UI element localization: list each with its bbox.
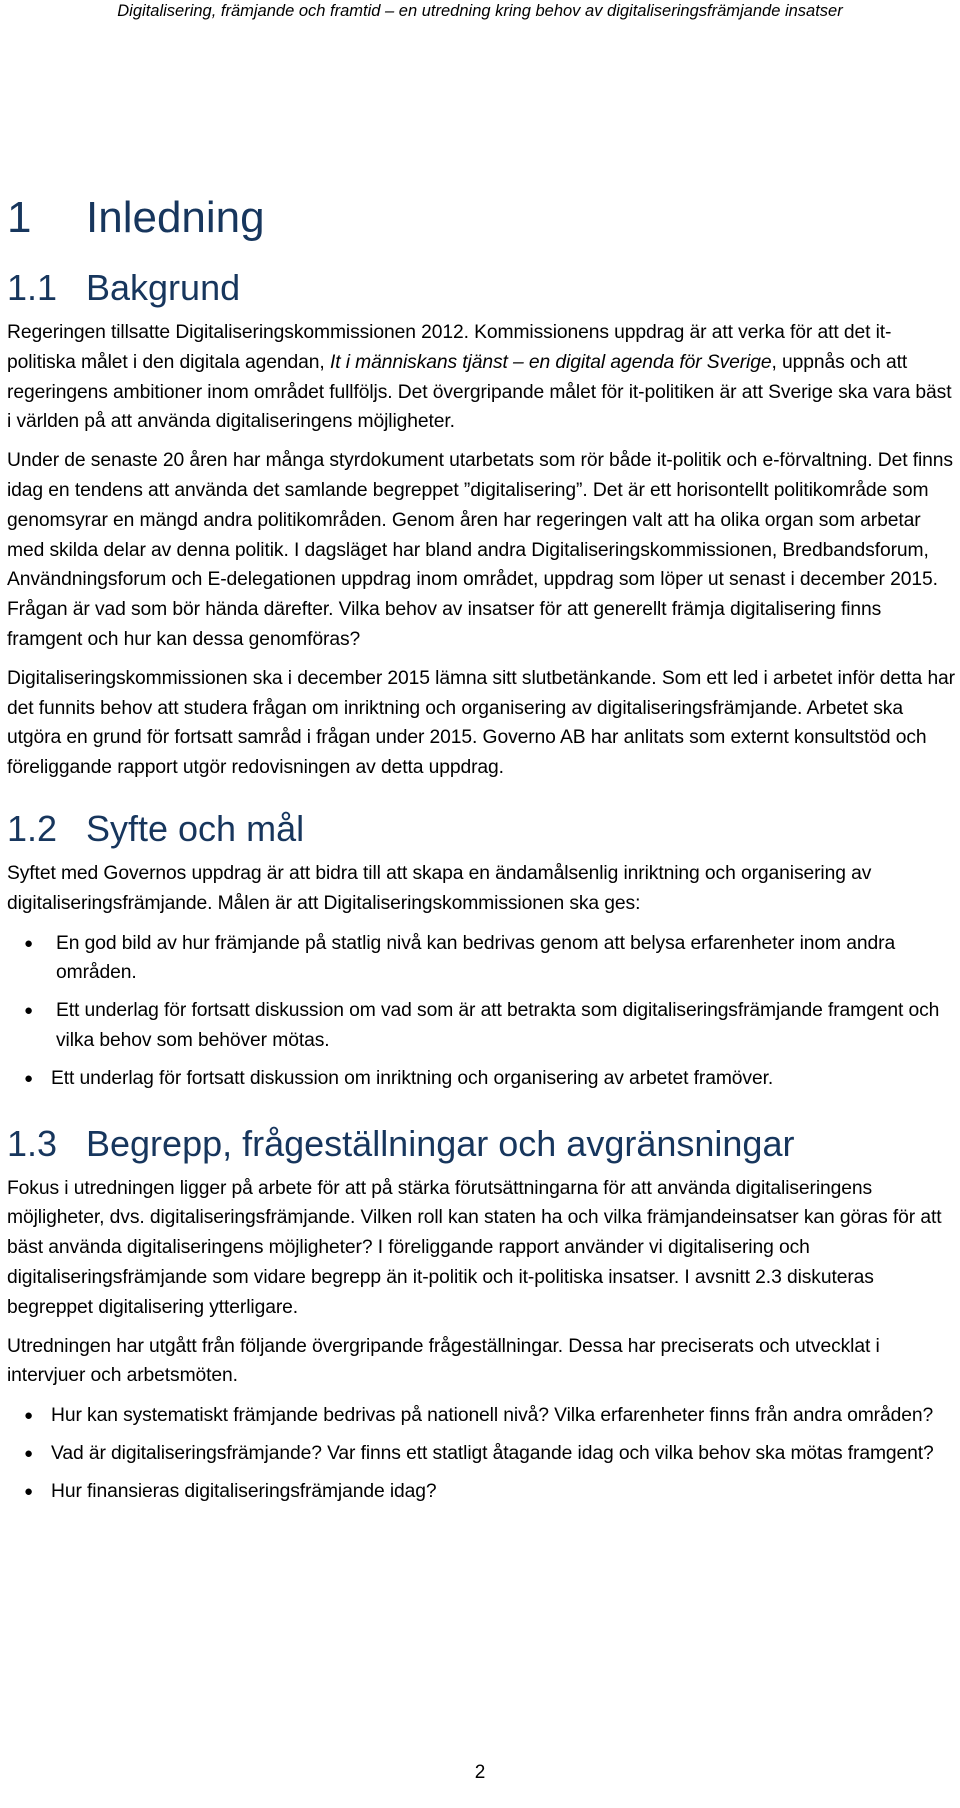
list-item-text: En god bild av hur främjande på statlig nivå kan bedrivas genom att belysa erfarenheter inom andra områden.	[56, 932, 896, 984]
list-item-text: Hur kan systematiskt främjande bedrivas på nationell nivå? Vilka erfarenheter finns från andra områden?	[51, 1405, 934, 1427]
section-number: 1.2	[7, 807, 58, 849]
paragraph: Under de senaste 20 åren har många styrdokument utarbetats som rör både it-politik och e-förvaltning. Det finns idag en tendens att använda det samlande begreppet ”digitalisering”. Det är ett horisontellt politikområde som genomsyrar en mängd andra politikområden. Genom åren har regeringen valt att ha olika organ som arbetar med skilda delar av denna politik. I dagsläget har bland andra Digitaliseringskommissionen, Bredbandsforum, Användningsforum och E-delegationen uppdrag inom området, uppdrag som löper ut senast i december 2015. Frågan är vad som bör hända därefter. Vilka behov av insatser för att generellt främja digitalisering finns framgent och hur kan dessa genomföras?	[7, 450, 953, 650]
running-header: Digitalisering, främjande och framtid – en utredning kring behov av digitaliseringsfrämjande insatser	[117, 2, 843, 20]
list-item-text: Hur finansieras digitaliseringsfrämjande idag?	[51, 1480, 437, 1502]
section-number: 1.3	[7, 1122, 58, 1164]
chapter-title: Inledning	[86, 193, 265, 242]
list-item-text: Ett underlag för fortsatt diskussion om vad som är att betrakta som digitaliseringsfrämjande framgent och vilka behov som behöver mötas.	[56, 1000, 940, 1051]
chapter-heading	[7, 188, 955, 248]
bullet-icon: ●	[24, 1002, 33, 1020]
page-content	[7, 188, 955, 1507]
agenda-title-italic: It i människans tjänst – en digital agenda för Sverige	[329, 351, 772, 373]
chapter-number: 1	[7, 193, 32, 242]
list-item	[7, 1401, 955, 1431]
bullet-icon: ●	[24, 1482, 33, 1500]
section-heading-1-3	[7, 1122, 955, 1166]
section-heading-1-2	[7, 807, 955, 851]
text-run: Regeringen tillsatte Digitaliseringskommissionen 2012. Kommissionens uppdrag är att verka för att det it-politiska målet i den digitala agendan,	[7, 322, 892, 373]
list-item-text: Vad är digitaliseringsfrämjande? Var finns ett statligt åtagande idag och vilka behov ska mötas framgent?	[51, 1442, 934, 1464]
list-item	[7, 929, 955, 989]
paragraph	[7, 318, 955, 437]
text-run: , uppnås och att regeringens ambitioner inom området fullföljs. Det övergripande målet för it-politiken är att Sverige ska vara bäst i världen på att använda digitaliseringens möjligheter.	[7, 351, 952, 433]
section-number: 1.1	[7, 267, 58, 308]
goal-list	[7, 929, 955, 1094]
list-item	[7, 1477, 955, 1507]
paragraph: Digitaliseringskommissionen ska i december 2015 lämna sitt slutbetänkande. Som ett led i arbetet inför detta har det funnits behov att studera frågan om inriktning och organisering av digitaliseringsfrämjande. Arbetet ska utgöra en grund för fortsatt samråd i frågan under 2015. Governo AB har anlitats som externt konsultstöd och föreliggande rapport utgör redovisningen av detta uppdrag.	[7, 667, 956, 779]
bullet-icon: ●	[24, 934, 33, 952]
question-list	[7, 1401, 955, 1506]
bullet-icon: ●	[24, 1069, 33, 1087]
section-title: Begrepp, frågeställningar och avgränsningar	[86, 1122, 795, 1164]
page-number: 2	[474, 1762, 486, 1783]
list-item	[7, 996, 955, 1056]
list-item	[7, 1064, 955, 1094]
bullet-icon: ●	[24, 1407, 33, 1425]
section-heading-1-1	[7, 266, 955, 310]
section-title: Syfte och mål	[86, 807, 305, 849]
paragraph: Fokus i utredningen ligger på arbete för att på stärka förutsättningarna för att använda digitaliseringens möjligheter, dvs. digitaliseringsfrämjande. Vilken roll kan staten ha och vilka främjandeinsatser kan göras för att bäst använda digitaliseringens möjligheter? I föreliggande rapport använder vi digitalisering och digitaliseringsfrämjande som vidare begrepp än it-politik och it-politiska insatser. I avsnitt 2.3 diskuteras begreppet digitalisering ytterligare.	[7, 1177, 942, 1318]
list-item	[7, 1439, 955, 1469]
paragraph: Syftet med Governos uppdrag är att bidra till att skapa en ändamålsenlig inriktning och organisering av digitaliseringsfrämjande. Målen är att Digitaliseringskommissionen ska ges:	[7, 862, 872, 914]
paragraph: Utredningen har utgått från följande övergripande frågeställningar. Dessa har preciserats och utvecklat i intervjuer och arbetsmöten.	[7, 1335, 880, 1387]
bullet-icon: ●	[24, 1444, 33, 1462]
list-item-text: Ett underlag för fortsatt diskussion om inriktning och organisering av arbetet framöver.	[51, 1067, 774, 1089]
section-title: Bakgrund	[86, 267, 241, 308]
